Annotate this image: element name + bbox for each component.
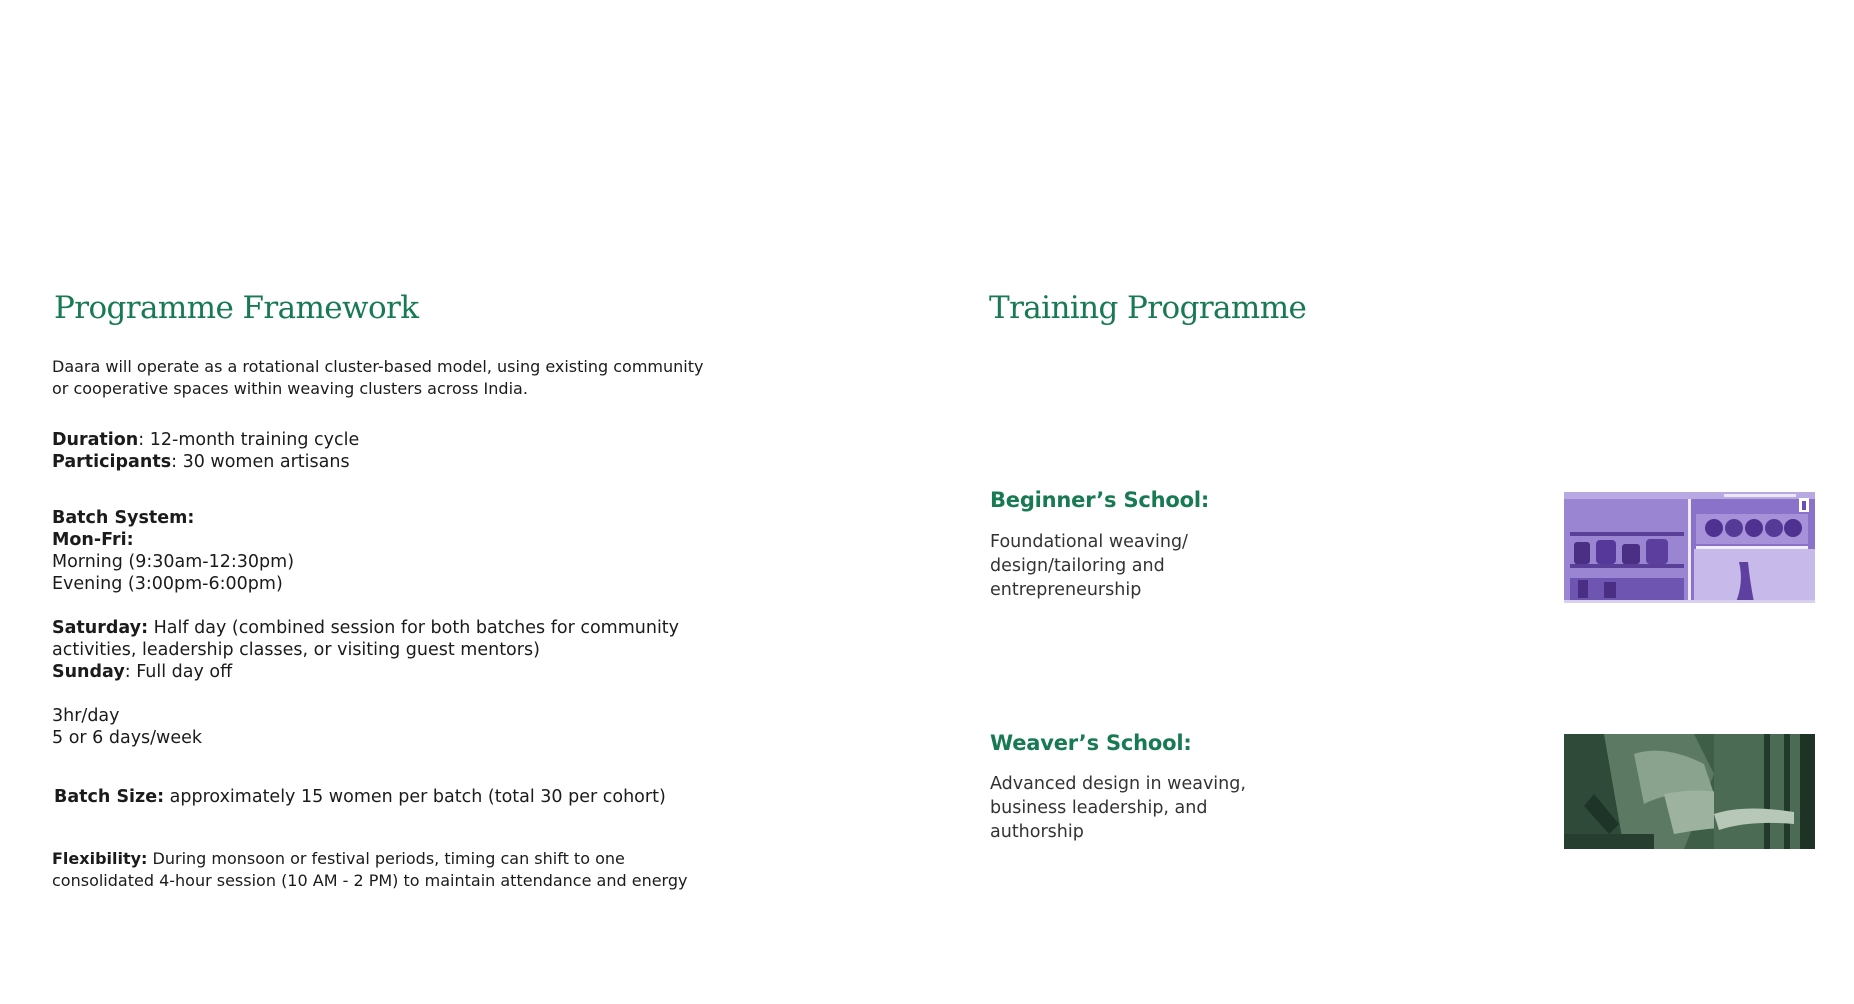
flexibility-value: During monsoon or festival periods, timing can shift to one (147, 849, 625, 868)
flexibility-label: Flexibility: (52, 849, 148, 868)
programme-framework-section (52, 0, 752, 1004)
batch-size-label: Batch Size: (54, 787, 165, 807)
sunday-line (52, 661, 232, 683)
beginners-school-title: Beginner’s School: (990, 488, 1210, 512)
duration-label: Duration (52, 430, 139, 450)
days-per-week: 5 or 6 days/week (52, 728, 203, 748)
duration-value: : 12-month training cycle (138, 430, 360, 450)
batch-size-line (54, 786, 666, 808)
participants-value: : 30 women artisans (171, 452, 350, 472)
training-programme-section (990, 0, 1820, 1004)
weavers-school-desc: Advanced design in weaving, business leadership, and authorship (990, 774, 1246, 842)
evening-session: Evening (3:00pm-6:00pm) (52, 574, 283, 594)
hours-per-day: 3hr/day (52, 706, 120, 726)
morning-session: Morning (9:30am-12:30pm) (52, 552, 295, 572)
saturday-line-2: activities, leadership classes, or visiting guest mentors) (52, 640, 540, 660)
saturday-line (52, 617, 679, 639)
beginners-school-photo (1564, 492, 1815, 603)
batch-size-value: approximately 15 women per batch (total 30 per cohort) (164, 787, 666, 807)
participants-label: Participants (52, 452, 172, 472)
sunday-label: Sunday (52, 662, 125, 682)
saturday-label: Saturday: (52, 618, 149, 638)
flexibility-line (52, 848, 687, 892)
training-programme-heading: Training Programme (989, 290, 1307, 326)
sunday-value: : Full day off (124, 662, 233, 682)
participants-line (52, 451, 350, 473)
flexibility-value-2: consolidated 4-hour session (10 AM - 2 PM) to maintain attendance and energy (52, 871, 688, 890)
weavers-school-title: Weaver’s School: (990, 731, 1192, 755)
intro-text: Daara will operate as a rotational cluster-based model, using existing community or cooperative spaces within weaving clusters across India. (52, 357, 704, 398)
weavers-school-photo (1564, 734, 1815, 849)
beginners-school-desc: Foundational weaving/ design/tailoring and entrepreneurship (990, 532, 1188, 600)
batch-system-label: Batch System: (52, 508, 195, 528)
monfri-label: Mon-Fri: (52, 530, 134, 550)
duration-line (52, 429, 359, 451)
saturday-value: Half day (combined session for both batches for community (148, 618, 680, 638)
programme-framework-heading: Programme Framework (54, 290, 419, 326)
